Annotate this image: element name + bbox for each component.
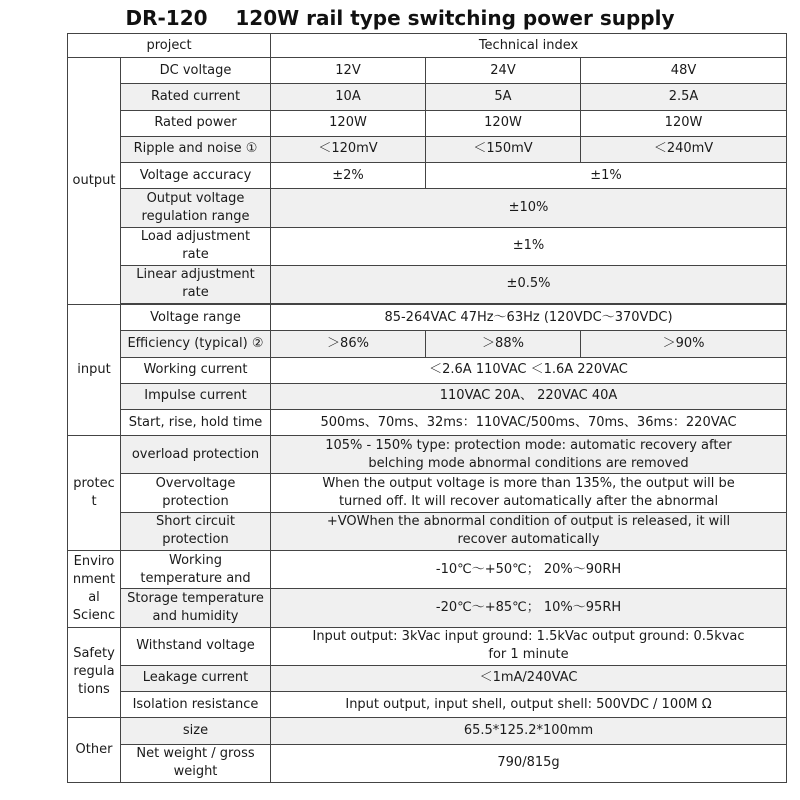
row-label: Rated power <box>121 110 271 136</box>
cell-value: Input output, input shell, output shell: 500VDC / 100M Ω <box>271 692 787 718</box>
row-label: Load adjustment rate <box>121 227 271 265</box>
row-label: Leakage current <box>121 665 271 691</box>
table-header-row <box>68 34 787 58</box>
table-row <box>68 512 787 550</box>
cell-value: -10℃～+50℃； 20%～90RH <box>271 551 787 589</box>
table-row <box>68 84 787 110</box>
table-row <box>68 227 787 265</box>
table-row <box>68 718 787 744</box>
table-row <box>68 331 787 357</box>
cell-value: ±10% <box>271 189 787 227</box>
cell-value: Input output: 3kVac input ground: 1.5kVac output ground: 0.5kvac for 1 minute <box>271 627 787 665</box>
cell-value: 10A <box>271 84 426 110</box>
table-row <box>68 383 787 409</box>
cell-value: ＜150mV <box>426 136 581 162</box>
group-safety: Safety regula tions <box>68 627 121 718</box>
row-label: size <box>121 718 271 744</box>
row-label: Working temperature and <box>121 551 271 589</box>
cell-value: 790/815g <box>271 744 787 783</box>
group-other: Other <box>68 718 121 783</box>
row-label: Impulse current <box>121 383 271 409</box>
row-label: Net weight / gross weight <box>121 744 271 783</box>
row-label: Short circuit protection <box>121 512 271 550</box>
group-output: output <box>68 58 121 305</box>
table-row <box>68 665 787 691</box>
cell-value: ＜2.6A 110VAC ＜1.6A 220VAC <box>271 357 787 383</box>
table-row <box>68 265 787 303</box>
cell-value: ±1% <box>271 227 787 265</box>
group-input: input <box>68 305 121 436</box>
row-label: Efficiency (typical) ② <box>121 331 271 357</box>
table-row <box>68 305 787 331</box>
cell-value: ±0.5% <box>271 265 787 303</box>
table-row <box>68 357 787 383</box>
cell-value: 12V <box>271 58 426 84</box>
table-row <box>68 744 787 783</box>
cell-value: When the output voltage is more than 135%, the output will be turned off. It will recover automatically after the abnormal <box>271 474 787 512</box>
table-row <box>68 589 787 627</box>
cell-value: 500ms、70ms、32ms：110VAC/500ms、70ms、36ms：220VAC <box>271 409 787 435</box>
cell-value: ＜120mV <box>271 136 426 162</box>
row-label: Linear adjustment rate <box>121 265 271 303</box>
row-label: Storage temperature and humidity <box>121 589 271 627</box>
table-row <box>68 436 787 474</box>
group-protect: protec t <box>68 436 121 551</box>
header-technical-index: Technical index <box>271 34 787 58</box>
row-label: Output voltage regulation range <box>121 189 271 227</box>
cell-value: 120W <box>581 110 787 136</box>
row-label: overload protection <box>121 436 271 474</box>
table-row <box>68 163 787 189</box>
row-label: Start, rise, hold time <box>121 409 271 435</box>
row-label: DC voltage <box>121 58 271 84</box>
cell-value: 24V <box>426 58 581 84</box>
cell-value: ＞88% <box>426 331 581 357</box>
cell-value: 2.5A <box>581 84 787 110</box>
table-row <box>68 551 787 589</box>
cell-value: ＞86% <box>271 331 426 357</box>
page-title: DR-120 120W rail type switching power supply <box>125 6 675 30</box>
row-label: Voltage range <box>121 305 271 331</box>
cell-value: 65.5*125.2*100mm <box>271 718 787 744</box>
cell-value: 110VAC 20A、 220VAC 40A <box>271 383 787 409</box>
cell-value: 5A <box>426 84 581 110</box>
cell-value: +VOWhen the abnormal condition of output is released, it will recover automatically <box>271 512 787 550</box>
table-row <box>68 58 787 84</box>
cell-value: 105% - 150% type: protection mode: automatic recovery after belching mode abnormal conditions are removed <box>271 436 787 474</box>
table-row <box>68 136 787 162</box>
cell-value: ±2% <box>271 163 426 189</box>
row-label: Isolation resistance <box>121 692 271 718</box>
table-row <box>68 110 787 136</box>
row-label: Overvoltage protection <box>121 474 271 512</box>
cell-value: 120W <box>426 110 581 136</box>
row-label: Ripple and noise ① <box>121 136 271 162</box>
row-label: Voltage accuracy <box>121 163 271 189</box>
cell-value: ±1% <box>426 163 787 189</box>
row-label: Withstand voltage <box>121 627 271 665</box>
cell-value: 48V <box>581 58 787 84</box>
cell-value: 85-264VAC 47Hz～63Hz (120VDC～370VDC) <box>271 305 787 331</box>
cell-value: ＜240mV <box>581 136 787 162</box>
table-row <box>68 189 787 227</box>
spec-table <box>67 33 787 783</box>
cell-value: ＜1mA/240VAC <box>271 665 787 691</box>
cell-value: 120W <box>271 110 426 136</box>
cell-value: -20℃～+85℃； 10%～95RH <box>271 589 787 627</box>
row-label: Rated current <box>121 84 271 110</box>
row-label: Working current <box>121 357 271 383</box>
table-row <box>68 692 787 718</box>
table-row <box>68 409 787 435</box>
header-project: project <box>68 34 271 58</box>
table-row <box>68 474 787 512</box>
cell-value: ＞90% <box>581 331 787 357</box>
group-environment: Enviro nment al Scienc <box>68 551 121 628</box>
table-row <box>68 627 787 665</box>
